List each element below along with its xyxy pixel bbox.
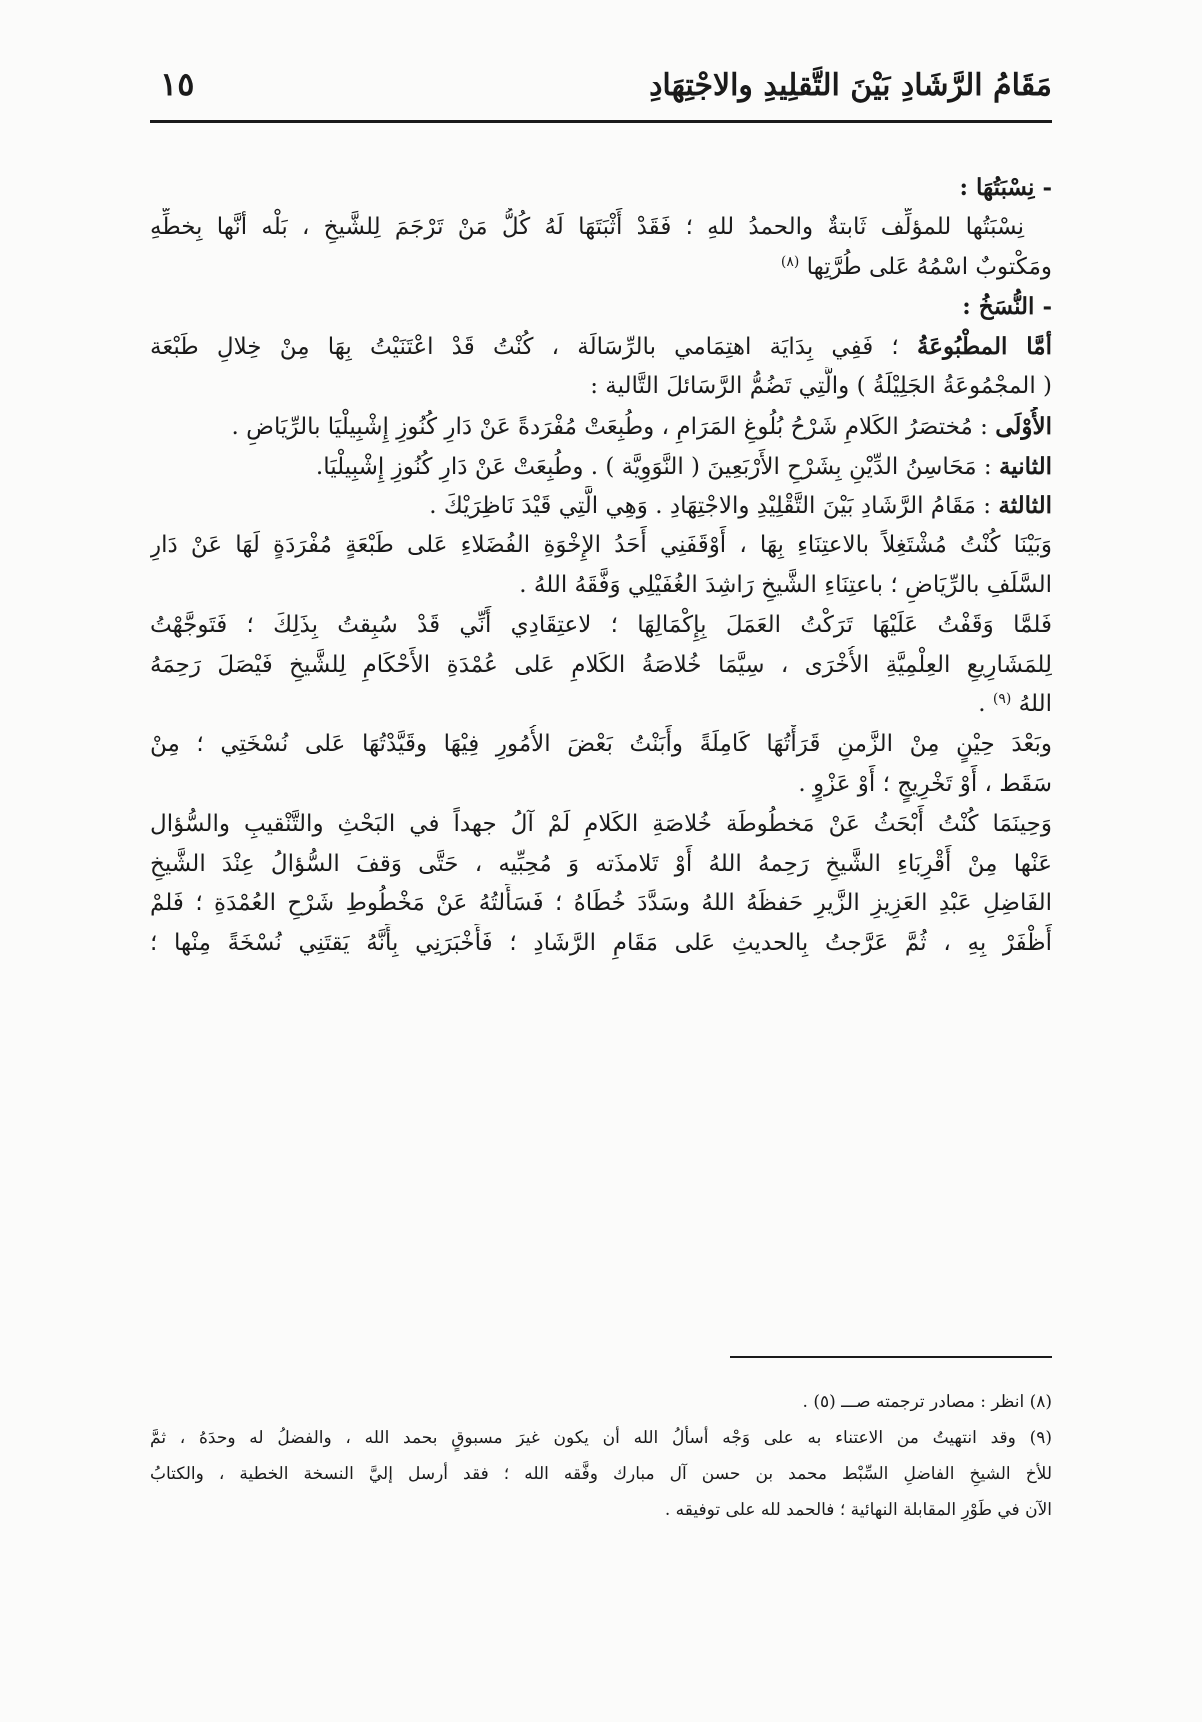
text-fragment: اللهُ [1018, 691, 1052, 718]
footnote-8: (٨) انظر : مصادر ترجمته صـــ (٥) . [802, 1392, 1052, 1412]
text-line: سَقَط ، أَوْ تَخْرِيجٍ ؛ أَوْ عَزْوٍ . [798, 770, 1052, 797]
footnote-ref: (٩) [992, 691, 1012, 708]
running-title: مَقَامُ الرَّشَادِ بَيْنَ التَّقلِيدِ والاجْتِهَادِ [649, 68, 1052, 103]
footnote-separator [730, 1356, 1052, 1358]
bold-term: الثانية [998, 452, 1052, 480]
footnote-9-cont: للأخ الشيخِ الفاضلِ السِّبْط محمد بن حسن آل مبارك وفَّقه الله ؛ فقد أرسل إليَّ النسخة الخطية ، والكتابُ [150, 1464, 1052, 1484]
text-line [150, 248, 1052, 288]
text-line: وبَعْدَ حِيْنٍ مِنْ الزَّمنِ قَرَأْتُهَا كَامِلَةً وأَبَنْتُ بَعْضَ الأُمُورِ فِيْهَا وقَيَّدْتُهَا عَلى نُسْخَتِي ؛ مِنْ [150, 731, 1052, 758]
text-line: السَّلَفِ بالرِّيَاضِ ؛ باعتِنَاءِ الشَّيخِ رَاشِدَ الغُفَيْلِي وَفَّقَهُ اللهُ . [519, 571, 1052, 598]
text-line [150, 685, 1052, 725]
page-number: ١٥ [160, 65, 195, 103]
text-fragment: : مَقَامُ الرَّشَادِ بَيْنَ التَّقْلِيْدِ والاجْتِهَادِ . وَهِي الَّتِي قَيْدَ نَاظِرَيْكَ . [429, 493, 999, 520]
text-line: وَبَيْنَا كُنْتُ مُشْتَغِلاً بالاعتِنَاءِ بِهَا ، أَوْقَفَنِي أَحَدُ الإِخْوَةِ الفُضَلاءِ عَلى طَبْعَةٍ مُفْرَدَةٍ لَهَا عَنْ دَارِ [150, 532, 1052, 559]
bold-term: الثالثة [998, 492, 1052, 520]
text-line: لِلمَشَارِيعِ العِلْمِيَّةِ الأُخْرَى ، سِيَّمَا خُلاصَةُ الكَلامِ عَلى عُمْدَةِ الأَحْكَامِ لِلشَّيخِ فَيْصَلَ رَحِمَهُ [150, 651, 1052, 678]
footnote-ref: (٨) [780, 253, 800, 270]
text-line: عَنْها مِنْ أَقْرِبَاءِ الشَّيخِ رَحِمهُ اللهُ أَوْ تَلامذَته وَ مُحِبِّيه ، حَتَّى وَقفَ السُّؤالُ عِنْدَ الشَّيخِ [150, 850, 1052, 877]
text-line: أَظْفَرْ بِهِ ، ثُمَّ عَرَّجتُ بِالحديثِ عَلى مَقَامِ الرَّشَادِ ؛ فَأَخْبَرَنِي بِأَنَّهُ يَقتَنِي نُسْخَةً مِنْها ؛ [150, 930, 1052, 957]
text-line [150, 327, 1052, 367]
text-fragment: : مُختصَرُ الكَلامِ شَرْحُ بُلُوغِ المَرَامِ ، وطُبِعَتْ مُفْرَدةً عَنْ دَارِ كُنُوزِ إِشْبِيلْيَا بالرِّيَاضِ . [231, 413, 996, 440]
text-line: الفَاضِلِ عَبْدِ العَزِيزِ الزَّيرِ حَفظَهُ اللهُ وسَدَّدَ خُطَاهُ ؛ فَسَأَلتُهُ عَنْ مَخْطُوطِ شَرْحِ العُمْدَةِ ؛ فَلمْ [150, 890, 1052, 917]
bold-term: أمَّا المطْبُوعَةُ [916, 333, 1052, 361]
footnote-9-cont: الآن في طَوْرِ المقابلة النهائية ؛ فالحمد لله على توفيقه . [664, 1500, 1052, 1520]
section-heading-copies: - النُّسَخُ : [962, 293, 1052, 321]
text-line: وَحِينَمَا كُنْتُ أَبْحَثُ عَنْ مَخطُوطَة خُلاصَةِ الكَلامِ لَمْ آلُ جهداً في البَحْثِ والتَّنْقيبِ والسُّؤال [150, 810, 1052, 837]
text-line [150, 486, 1052, 526]
main-text [150, 168, 1052, 964]
text-fragment: . [978, 691, 986, 718]
text-line: نِسْبَتُها للمؤلِّف ثَابتةٌ والحمدُ للهِ ؛ فَقَدْ أَثْبَتَهَا لَهُ كُلُّ مَنْ تَرْجَمَ لِلشَّيخِ ، بَلْه أنَّها بِخطِّهِ [150, 213, 1024, 240]
text-line: فَلمَّا وَقَفْتُ عَلَيْهَا تَرَكْتُ العَمَلَ بِإِكْمَالِهَا ؛ لاعتِقَادِي أَنِّي قَدْ سُبِقتُ بِذَلِكَ ؛ فَتَوجَّهْتُ [150, 611, 1052, 638]
text-line [150, 447, 1052, 487]
text-fragment: ومَكْتوبٌ اسْمُهُ عَلى طُرَّتِها [806, 253, 1052, 280]
page-header [150, 50, 1052, 123]
footnotes [150, 1384, 1052, 1528]
text-line: ( المجْمُوعَةُ الجَلِيْلَةُ ) والَّتِي تَضُمُّ الرَّسَائلَ التَّالية : [590, 372, 1052, 399]
text-fragment: ؛ فَفِي بِدَايَة اهتِمَامي بالرِّسَالَة ، كُنْتُ قَدْ اعْتَنَيْتُ بِهَا مِنْ خِلالِ طَبْعَة [150, 334, 917, 361]
text-line [150, 407, 1052, 447]
text-fragment: : مَحَاسِنُ الدِّيْنِ بِشَرْحِ الأَرْبَعِينَ ( النَّوَوِيَّة ) . وطُبِعَتْ عَنْ دَارِ كُنُوزِ إِشْبِيلْيَا. [315, 453, 999, 480]
section-heading-attribution: - نِسْبَتُهَا : [959, 174, 1052, 201]
footnote-9: (٩) وقد انتهيتُ من الاعتناء به على وَجْه أسألُ الله أن يكون غيرَ مسبوقٍ بحمد الله ، والفضلُ له وحدَهُ ، ثمَّ [150, 1428, 1052, 1448]
bold-term: الأُوْلَى [995, 412, 1052, 440]
